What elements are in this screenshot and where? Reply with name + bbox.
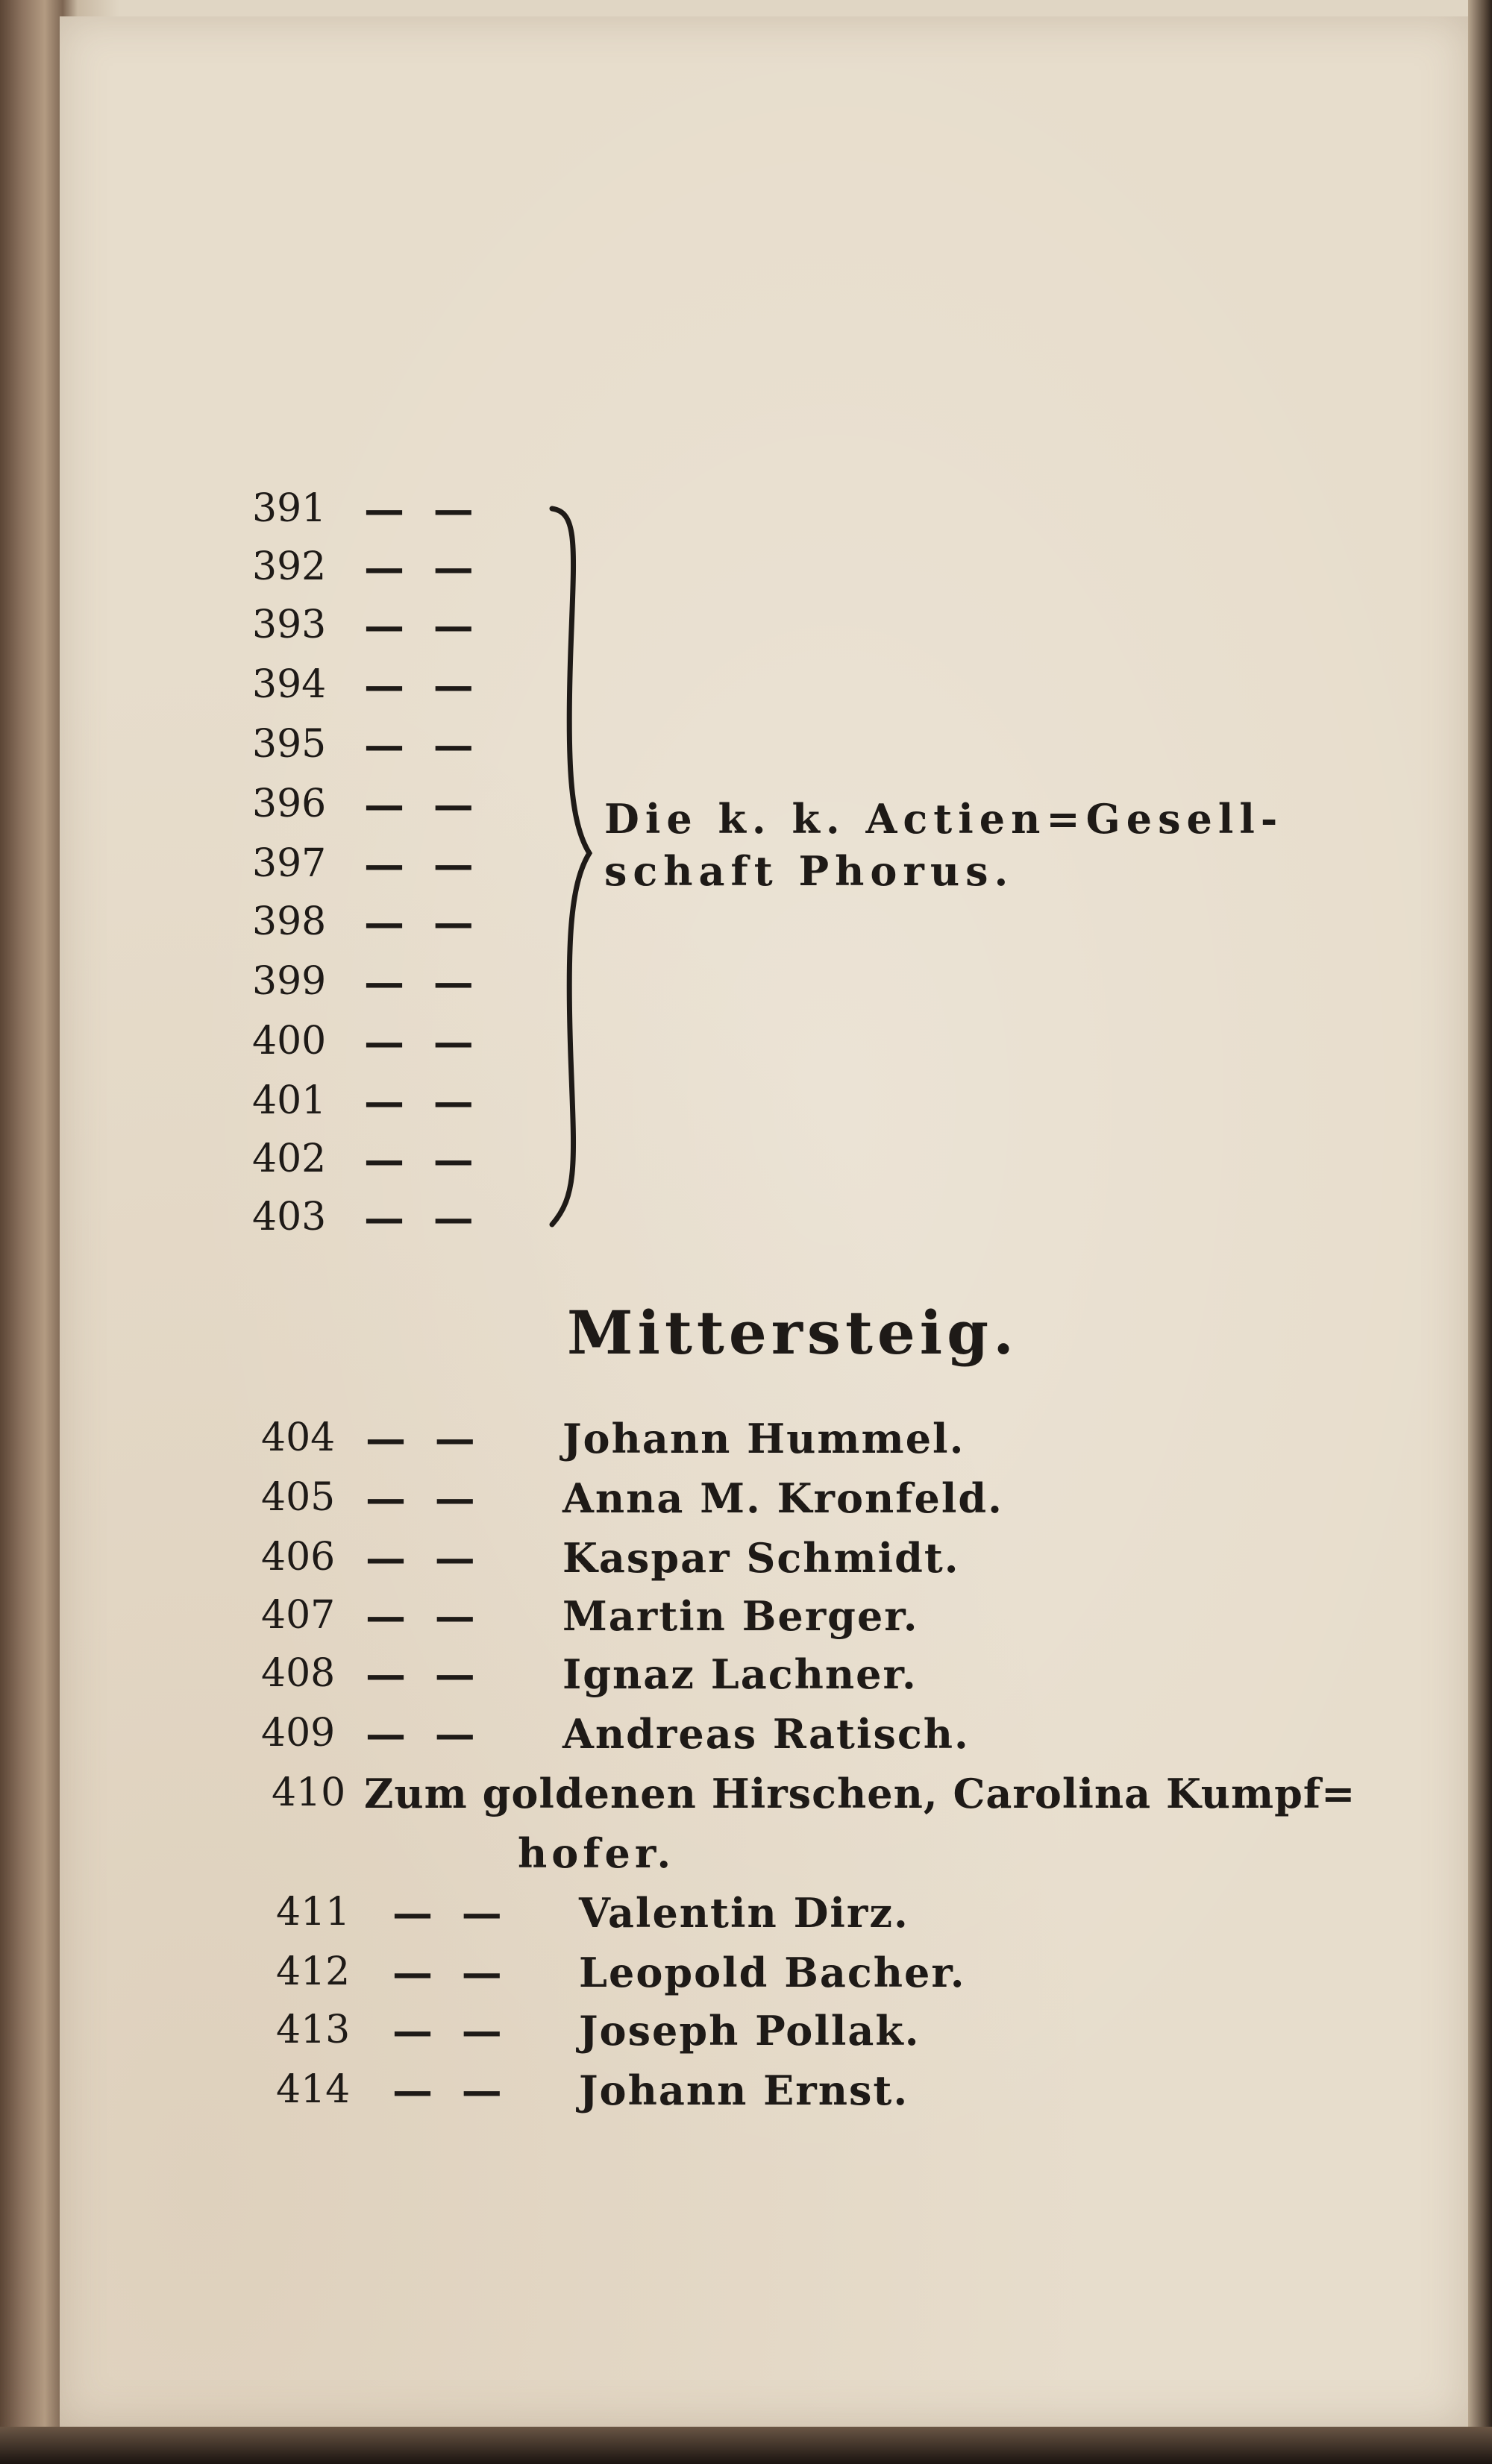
ditto-dashes: — — — [364, 1136, 481, 1184]
ditto-dashes: — — — [364, 1078, 481, 1125]
book-bottom-edge — [0, 2427, 1492, 2464]
owner-name: Martin Berger. — [562, 1592, 919, 1640]
ditto-dashes: — — — [366, 1415, 483, 1462]
ditto-dashes: — — — [366, 1592, 483, 1640]
house-number: 391 — [252, 486, 327, 531]
ditto-dashes: — — — [364, 721, 481, 769]
ditto-dashes: — — — [364, 899, 481, 946]
ditto-dashes: — — — [364, 661, 481, 709]
house-number: 395 — [252, 722, 327, 767]
house-number: 397 — [252, 841, 327, 886]
owner-name: Leopold Bacher. — [579, 1949, 966, 1996]
ditto-dashes: — — — [364, 958, 481, 1006]
house-number: 399 — [252, 959, 327, 1004]
owner-name: Andreas Ratisch. — [562, 1710, 970, 1758]
ditto-dashes: — — — [364, 602, 481, 650]
ditto-dashes: — — — [392, 2007, 510, 2055]
ditto-dashes: — — — [364, 1018, 481, 1066]
ditto-dashes: — — — [364, 781, 481, 829]
owner-name: Johann Hummel. — [562, 1415, 965, 1462]
house-number: 406 — [261, 1535, 336, 1580]
section-title: Mittersteig. — [567, 1298, 1018, 1368]
owner-name: Anna M. Kronfeld. — [562, 1474, 1003, 1522]
house-number: 410 — [272, 1770, 346, 1815]
owner-name: Valentin Dirz. — [579, 1889, 909, 1937]
ditto-dashes: — — — [364, 544, 481, 591]
ditto-dashes: — — — [366, 1534, 483, 1582]
owner-name: Johann Ernst. — [579, 2067, 909, 2114]
book-right-edge — [1468, 0, 1492, 2464]
house-number: 405 — [261, 1475, 336, 1520]
house-number: 411 — [276, 1890, 351, 1935]
owner-name: Joseph Pollak. — [579, 2007, 921, 2055]
ditto-dashes: — — — [366, 1710, 483, 1758]
house-number: 401 — [252, 1078, 327, 1123]
house-number: 414 — [276, 2067, 351, 2112]
house-number: 407 — [261, 1593, 336, 1638]
grouping-brace — [537, 501, 597, 1232]
owner-name-line1: Zum goldenen Hirschen, Carolina Kumpf= — [364, 1770, 1356, 1817]
house-number: 413 — [276, 2008, 351, 2052]
ditto-dashes: — — — [364, 840, 481, 888]
ditto-dashes: — — — [366, 1650, 483, 1698]
house-number: 394 — [252, 662, 327, 707]
group-owner-line1: Die k. k. Actien=Gesell- — [604, 795, 1284, 843]
ditto-dashes: — — — [392, 2067, 510, 2114]
ditto-dashes: — — — [392, 1949, 510, 1996]
house-number: 398 — [252, 899, 327, 944]
house-number: 408 — [261, 1651, 336, 1696]
house-number: 412 — [276, 1949, 351, 1994]
house-number: 396 — [252, 782, 327, 826]
house-number: 404 — [261, 1415, 336, 1460]
house-number: 409 — [261, 1711, 336, 1756]
house-number: 393 — [252, 603, 327, 647]
owner-name: Kaspar Schmidt. — [562, 1534, 960, 1582]
owner-name-line2: hofer. — [518, 1829, 676, 1877]
house-number: 400 — [252, 1019, 327, 1063]
house-number: 403 — [252, 1195, 327, 1239]
ditto-dashes: — — — [392, 1889, 510, 1937]
house-number: 392 — [252, 544, 327, 589]
house-number: 402 — [252, 1137, 327, 1181]
ditto-dashes: — — — [364, 1194, 481, 1242]
group-owner-line2: schaft Phorus. — [604, 847, 1015, 895]
ditto-dashes: — — — [366, 1474, 483, 1522]
owner-name: Ignaz Lachner. — [562, 1650, 918, 1698]
ditto-dashes: — — — [364, 485, 481, 533]
